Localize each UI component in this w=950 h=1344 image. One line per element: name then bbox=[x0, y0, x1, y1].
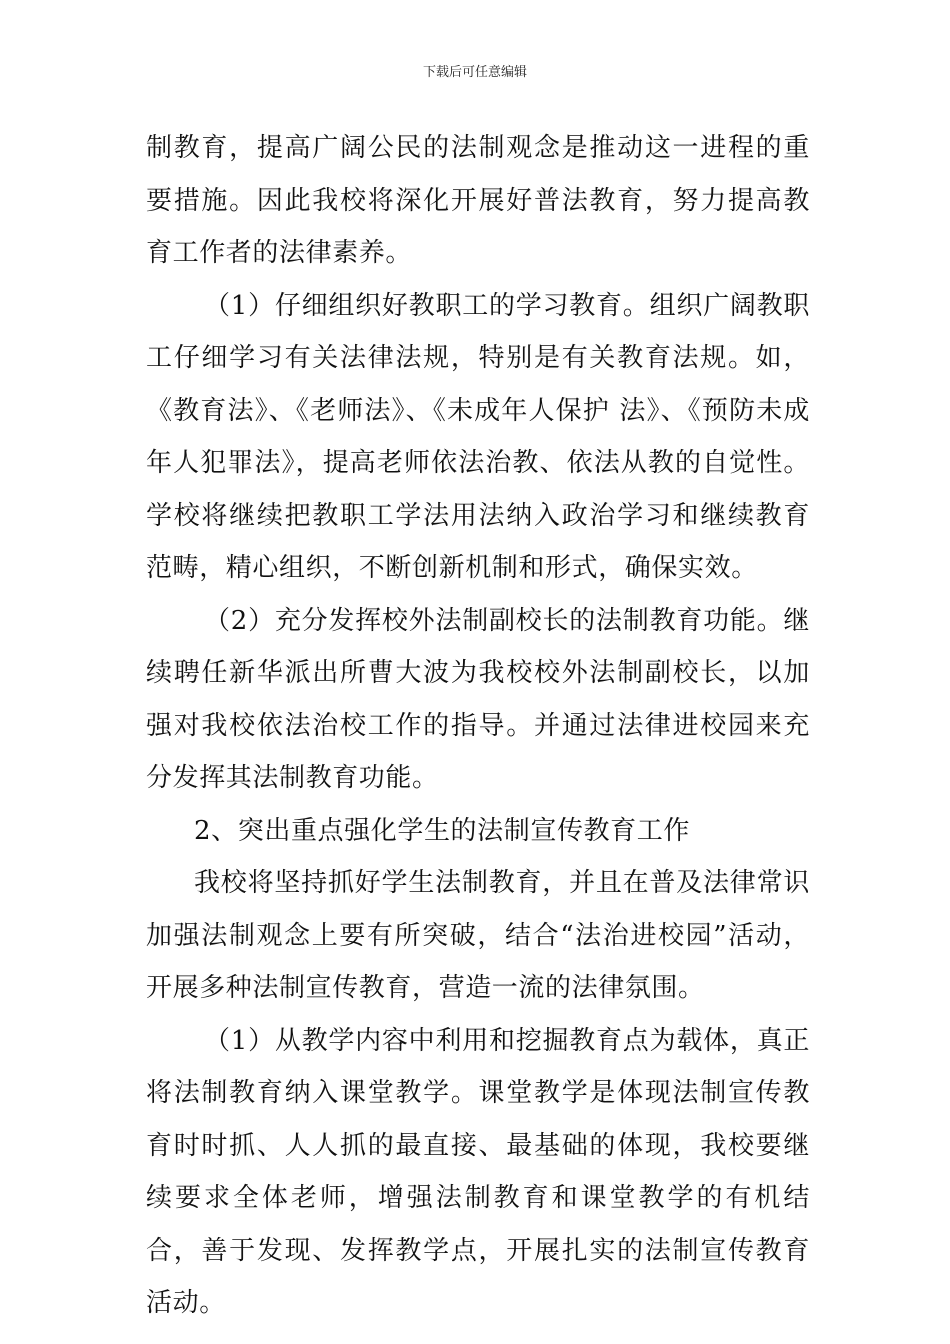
paragraph-staff-study: （1）仔细组织好教职工的学习教育。组织广阔教职工仔细学习有关法律法规，特别是有关教育法规。如，《教育法》、《老师法》、《未成年人保护 法》、《预防未成年人犯罪法》，提高老师依法治教、依法从教的自觉性。学校将继续把教职工学法用法纳入政治学习和继续教育范畴，精心组织，不断创新机制和形式，确保实效。 bbox=[146, 290, 810, 583]
page-header-note: 下载后可任意编辑 bbox=[422, 65, 527, 80]
paragraph-student-education: 我校将坚持抓好学生法制教育，并且在普及法律常识加强法制观念上要有所突破，结合“法治进校园”活动，开展多种法制宣传教育，营造一流的法律氛围。 bbox=[146, 868, 810, 1003]
section-heading-student-education: 2、突出重点强化学生的法制宣传教育工作 bbox=[194, 815, 690, 846]
document-body bbox=[146, 122, 810, 1330]
paragraph-classroom-teaching: （1）从教学内容中利用和挖掘教育点为载体，真正将法制教育纳入课堂教学。课堂教学是体现法制宣传教育时时抓、人人抓的最直接、最基础的体现，我校要继续要求全体老师，增强法制教育和课堂教学的有机结合，善于发现、发挥教学点，开展扎实的法制宣传教育活动。 bbox=[146, 1025, 810, 1318]
paragraph-vice-principal: （2）充分发挥校外法制副校长的法制教育功能。继续聘任新华派出所曹大波为我校校外法制副校长，以加强对我校依法治校工作的指导。并通过法律进校园来充分发挥其法制教育功能。 bbox=[146, 605, 810, 793]
paragraph-continuation: 制教育，提高广阔公民的法制观念是推动这一进程的重要措施。因此我校将深化开展好普法教育，努力提高教育工作者的法律素养。 bbox=[146, 133, 810, 268]
